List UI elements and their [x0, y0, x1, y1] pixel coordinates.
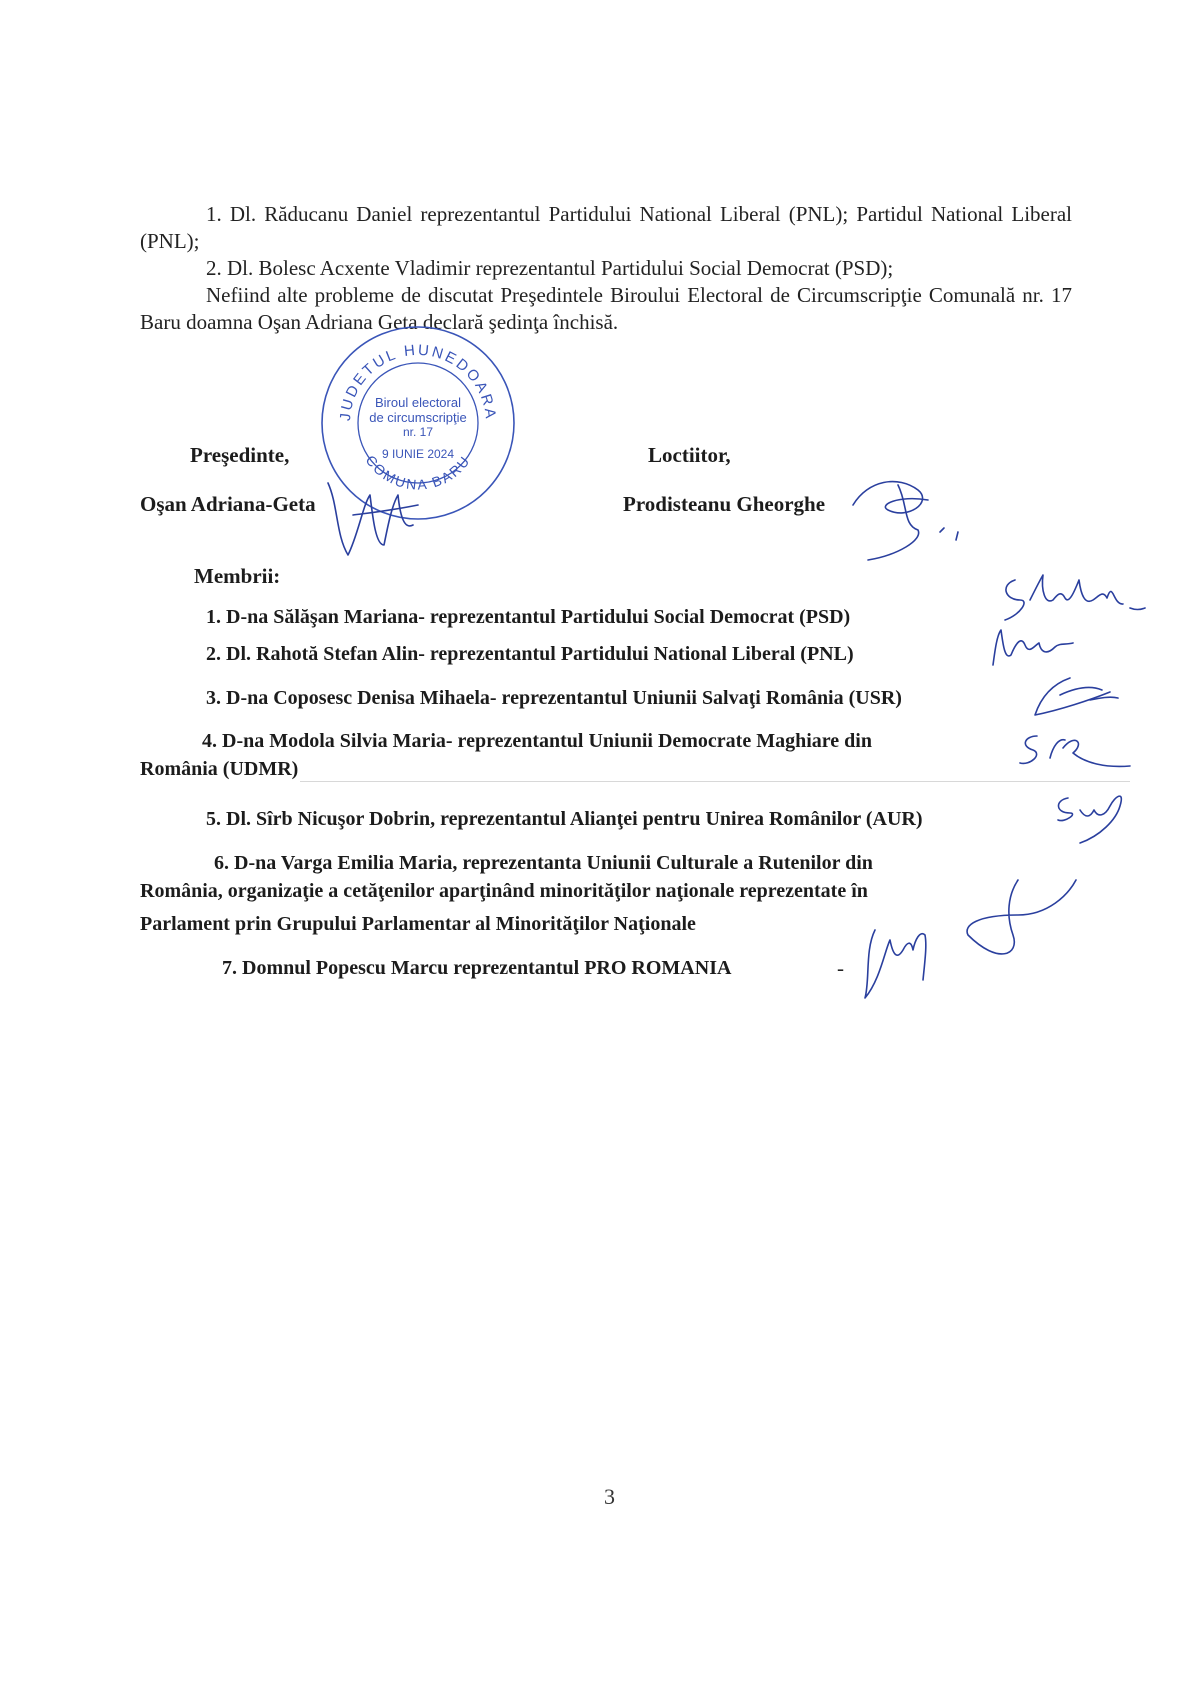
deputy-signature: [848, 470, 978, 565]
member-6-line-1: 6. D-na Varga Emilia Maria, reprezentanta Uniunii Culturale a Rutenilor din: [214, 852, 873, 874]
president-signature: [318, 475, 438, 565]
member-2: 2. Dl. Rahotă Stefan Alin- reprezentantul Partidului National Liberal (PNL): [206, 643, 854, 665]
stamp-line-1: Biroul electoral: [375, 395, 461, 410]
president-name: Oşan Adriana-Geta: [140, 492, 316, 516]
members-heading: Membrii:: [194, 564, 281, 588]
member-6-line-2: România, organizaţie a cetăţenilor aparţinând minorităţilor naţionale reprezentate în: [140, 880, 868, 902]
stamp-county: JUDETUL HUNEDOARA: [336, 341, 500, 422]
member-5: 5. Dl. Sîrb Nicuşor Dobrin, reprezentantul Alianţei pentru Unirea Românilor (AUR): [206, 808, 923, 830]
member-4-signature: [1015, 728, 1135, 773]
member-4-line-2: România (UDMR): [140, 758, 299, 780]
member-3-signature: [1030, 670, 1130, 720]
intro-item-1: 1. Dl. Răducanu Daniel reprezentantul Partidului National Liberal (PNL); Partidul National Liberal (PNL);: [140, 202, 1072, 253]
stamp-date: 9 IUNIE 2024: [381, 447, 455, 461]
member-6-signature: [958, 875, 1078, 965]
member-4-line-1: 4. D-na Modola Silvia Maria- reprezentantul Uniunii Democrate Maghiare din: [202, 730, 872, 752]
stamp-line-3: nr. 17: [402, 425, 434, 439]
member-7-dash: -: [837, 956, 844, 980]
member-5-signature: [1050, 788, 1140, 848]
deputy-title: Loctiitor,: [648, 443, 731, 467]
page-number: 3: [604, 1484, 615, 1509]
stamp-line-2: de circumscripţie: [369, 410, 467, 425]
member-7: 7. Domnul Popescu Marcu reprezentantul PRO ROMANIA: [222, 957, 732, 979]
deputy-name: Prodisteanu Gheorghe: [623, 492, 826, 516]
intro-item-2: 2. Dl. Bolesc Acxente Vladimir reprezentantul Partidului Social Democrat (PSD);: [206, 256, 894, 280]
closing-paragraph: Nefiind alte probleme de discutat Preşedintele Biroului Electoral de Circumscripţie Comunală nr. 17 Baru doamna Oşan Adriana Geta declară şedinţa închisă.: [140, 283, 1072, 334]
member-7-signature: [855, 920, 935, 1000]
member-1: 1. D-na Sălăşan Mariana- reprezentantul Partidului Social Democrat (PSD): [206, 606, 851, 628]
member-3: 3. D-na Coposesc Denisa Mihaela- reprezentantul Uniunii Salvaţi România (USR): [206, 687, 902, 709]
stamp-commune: COMUNA BARU: [362, 452, 474, 493]
member-6-line-3: Parlament prin Grupului Parlamentar al Minorităţilor Naţionale: [140, 913, 696, 935]
member-1-signature: [995, 570, 1155, 625]
scan-line: [300, 781, 1130, 782]
member-2-signature: [985, 625, 1085, 670]
president-title: Preşedinte,: [190, 443, 290, 467]
